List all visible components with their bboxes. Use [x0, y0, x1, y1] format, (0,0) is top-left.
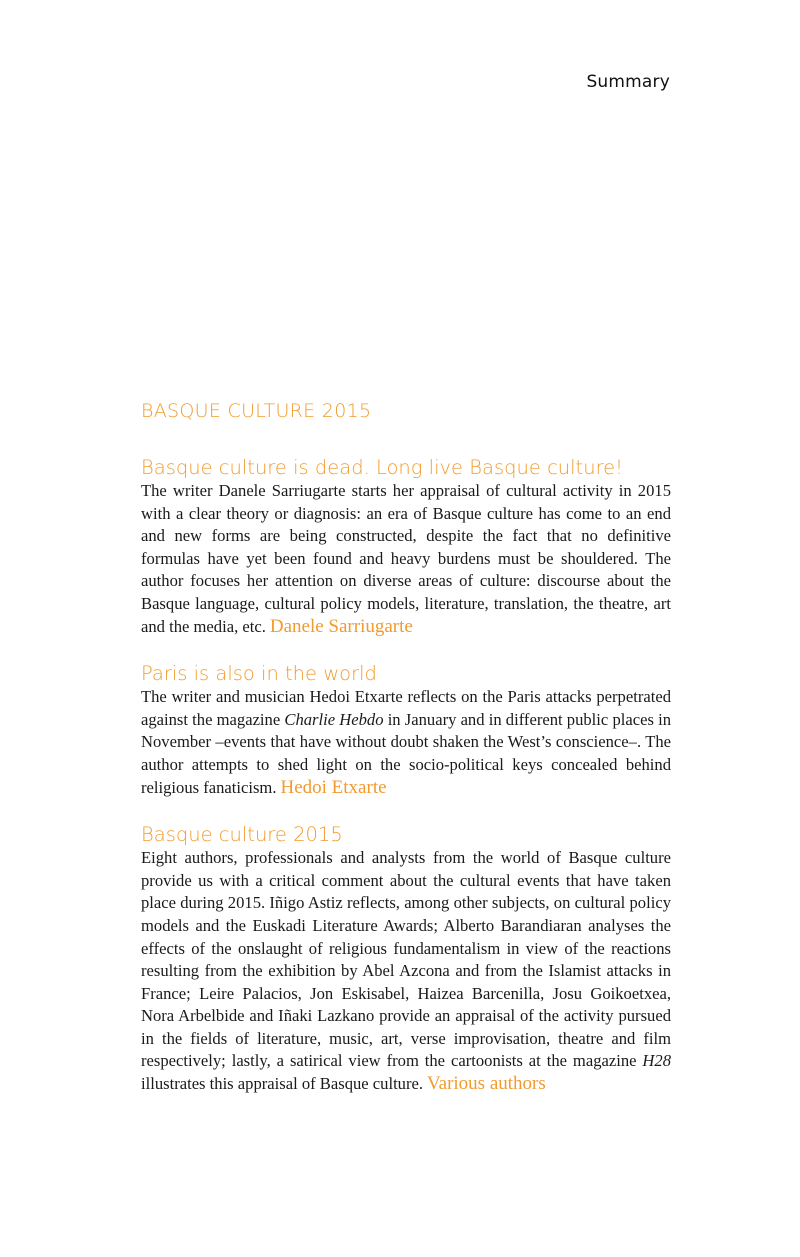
article-text: The writer Danele Sarriugarte starts her appraisal of cultural activity in 2015 with a clear theory or diagnosis: an era of Basque culture has come to an end and new forms are being constructed, despite the fact that no definitive formulas have yet been found and heavy burdens must be shouldered. The author focuses her attention on diverse areas of culture: discourse about the Basque language, cultural policy models, literature, translation, the theatre, art and the media, etc.	[141, 481, 671, 636]
article-title: Basque culture 2015	[141, 823, 343, 847]
article-author: Various authors	[427, 1073, 546, 1095]
article-3	[141, 823, 671, 1096]
article-text: in January and in different public places in November –events that have without doubt shaken the West’s conscience–. The author attempts to shed light on the socio-political keys concealed behind religious fanaticism.	[141, 709, 671, 797]
running-head: Summary	[586, 72, 670, 92]
article-text: illustrates this appraisal of Basque culture.	[141, 1074, 424, 1094]
article-body	[141, 480, 671, 638]
article-author: Danele Sarriugarte	[269, 615, 413, 637]
article-title: Paris is also in the world	[141, 662, 377, 686]
article-body	[141, 686, 671, 799]
article-2	[141, 662, 671, 799]
magazine-name: Charlie Hebdo	[284, 709, 384, 729]
section-title: BASQUE CULTURE 2015	[141, 400, 372, 422]
article-text: Eight authors, professionals and analysts from the world of Basque culture provide us with a critical comment about the cultural events that have taken place during 2015. Iñigo Astiz reflects, among other subjects, on cultural policy models and the Euskadi Literature Awards; Alberto Barandiaran analyses the effects of the onslaught of religious fundamentalism in view of the reactions resulting from the exhibition by Abel Azcona and from the Islamist attacks in France; Leire Palacios, Jon Eskisabel, Haizea Barcenilla, Josu Goikoetxea, Nora Arbelbide and Iñaki Lazkano provide an appraisal of the activity pursued in the fields of literature, music, art, verse improvisation, theatre and film respectively; lastly, a satirical view from the cartoonists at the magazine	[141, 848, 671, 1071]
article-author: Hedoi Etxarte	[280, 776, 387, 798]
magazine-name: H28	[642, 1051, 671, 1071]
article-text: The writer and musician Hedoi Etxarte reflects on the Paris attacks perpetrated against the magazine	[141, 687, 671, 729]
article-title: Basque culture is dead. Long live Basque culture!	[141, 456, 623, 479]
article-1	[141, 456, 671, 638]
summary-content	[141, 400, 671, 1120]
article-body	[141, 847, 671, 1096]
